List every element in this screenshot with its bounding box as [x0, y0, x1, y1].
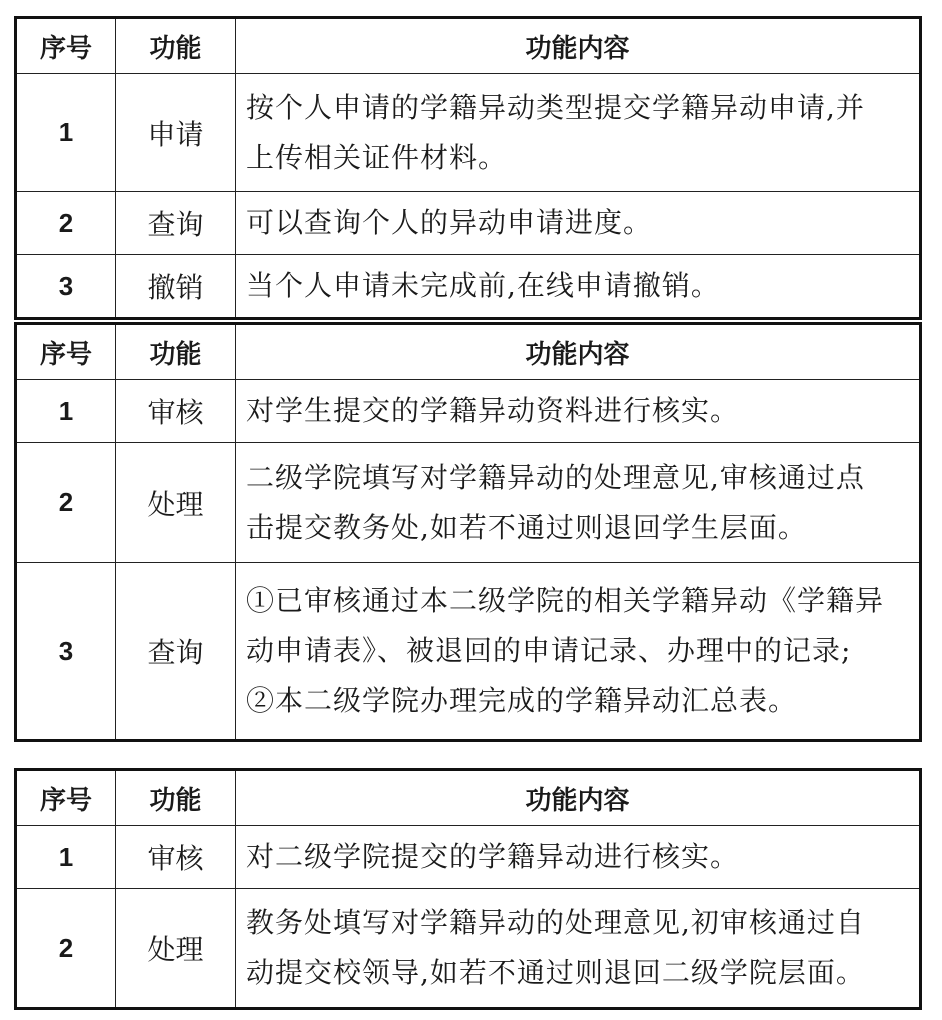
table-header-row	[16, 324, 921, 380]
row-func: 审核	[116, 826, 236, 889]
table-row	[16, 563, 921, 741]
header-content: 功能内容	[236, 18, 921, 74]
header-num: 序号	[16, 18, 116, 74]
row-content	[236, 255, 921, 319]
row-num: 2	[16, 889, 116, 1009]
table-row	[16, 889, 921, 1009]
table-row	[16, 826, 921, 889]
row-func: 处理	[116, 443, 236, 563]
table-row	[16, 74, 921, 192]
content-line: 可以查询个人的异动申请进度。	[246, 206, 653, 239]
table-row	[16, 255, 921, 319]
row-content	[236, 563, 921, 741]
row-num: 1	[16, 826, 116, 889]
content-line: 对学生提交的学籍异动资料进行核实。	[246, 394, 740, 427]
row-content	[236, 889, 921, 1009]
content-line: 二级学院填写对学籍异动的处理意见,审核通过点	[246, 460, 865, 494]
table-row	[16, 192, 921, 255]
header-func: 功能	[116, 324, 236, 380]
content-line: 动申请表》、被退回的申请记录、办理中的记录;	[246, 634, 852, 667]
row-num: 1	[16, 74, 116, 192]
office-functions-table	[14, 768, 922, 1010]
row-func: 申请	[116, 74, 236, 192]
row-func: 查询	[116, 192, 236, 255]
row-num: 2	[16, 443, 116, 563]
header-num: 序号	[16, 324, 116, 380]
row-num: 3	[16, 255, 116, 319]
row-content	[236, 192, 921, 255]
table-header-row	[16, 770, 921, 826]
header-func: 功能	[116, 18, 236, 74]
student-functions-table	[14, 16, 922, 320]
row-num: 2	[16, 192, 116, 255]
content-line: 按个人申请的学籍异动类型提交学籍异动申请,并	[246, 90, 865, 124]
header-num: 序号	[16, 770, 116, 826]
content-line: 当个人申请未完成前,在线申请撤销。	[246, 269, 720, 302]
table-header-row	[16, 18, 921, 74]
row-num: 1	[16, 380, 116, 443]
row-func: 审核	[116, 380, 236, 443]
content-line: 动提交校领导,如若不通过则退回二级学院层面。	[246, 956, 865, 989]
college-functions-table	[14, 322, 922, 742]
content-line: ①已审核通过本二级学院的相关学籍异动《学籍异	[246, 584, 885, 617]
row-content	[236, 380, 921, 443]
row-func: 处理	[116, 889, 236, 1009]
row-content	[236, 826, 921, 889]
row-num: 3	[16, 563, 116, 741]
row-func: 查询	[116, 563, 236, 741]
content-line: ②本二级学院办理完成的学籍异动汇总表。	[246, 684, 798, 717]
content-line: 上传相关证件材料。	[246, 140, 508, 174]
row-content	[236, 74, 921, 192]
row-content	[236, 443, 921, 563]
row-func: 撤销	[116, 255, 236, 319]
table-row	[16, 443, 921, 563]
header-func: 功能	[116, 770, 236, 826]
table-row	[16, 380, 921, 443]
content-line: 对二级学院提交的学籍异动进行核实。	[246, 840, 740, 873]
header-content: 功能内容	[236, 324, 921, 380]
content-line: 教务处填写对学籍异动的处理意见,初审核通过自	[246, 906, 865, 939]
content-line: 击提交教务处,如若不通过则退回学生层面。	[246, 510, 807, 544]
header-content: 功能内容	[236, 770, 921, 826]
